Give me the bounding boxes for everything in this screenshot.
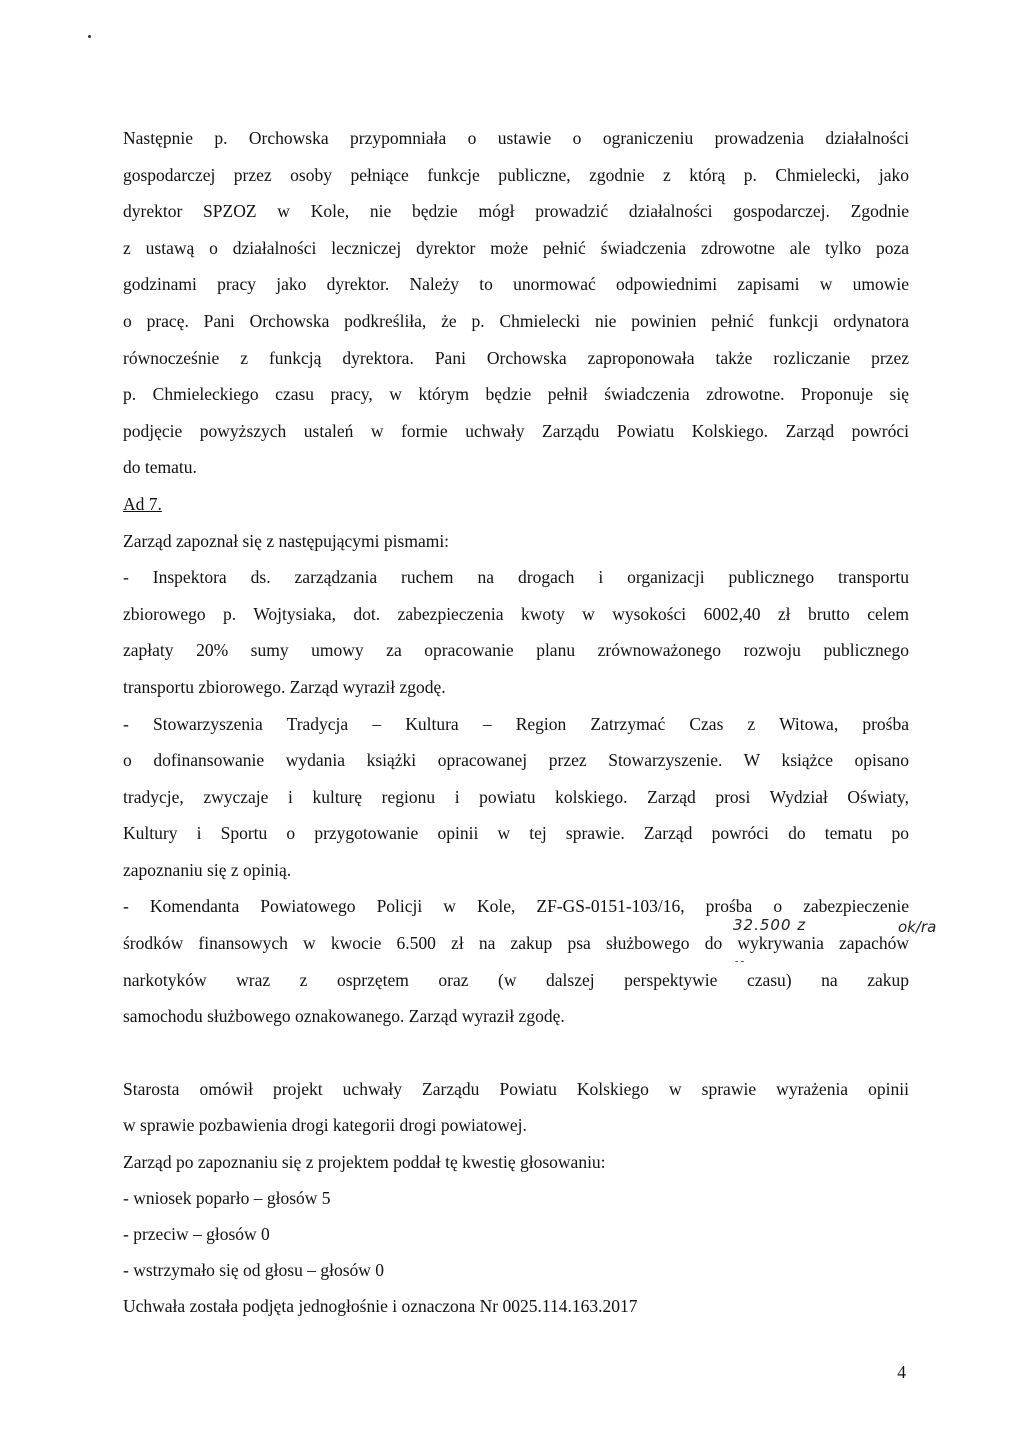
paragraph-starosta — [123, 1071, 909, 1144]
text-line: godzinami pracy jako dyrektor. Należy to unormować odpowiednimi zapisami w umowie — [123, 274, 909, 295]
handwritten-amount: 32.500 z — [733, 916, 807, 934]
text-line: dyrektor SPZOZ w Kole, nie będzie mógł prowadzić działalności gospodarczej. Zgodnie — [123, 201, 909, 222]
handwritten-initials: ok/ra — [898, 918, 937, 936]
text-line: podjęcie powyższych ustaleń w formie uchwały Zarządu Powiatu Kolskiego. Zarząd powróci — [123, 420, 909, 441]
page-number: 4 — [897, 1362, 906, 1382]
text-line: - Komendanta Powiatowego Policji w Kole, ZF-GS-0151-103/16, prośba o zabezpieczenie — [123, 896, 909, 917]
resolution-line: Uchwała została podjęta jednogłośnie i oznaczona Nr 0025.114.163.2017 — [123, 1296, 638, 1317]
spacer — [123, 1035, 909, 1071]
intro-line: Zarząd zapoznał się z następującymi pismami: — [123, 530, 450, 551]
text-line: - Stowarzyszenia Tradycja – Kultura – Region Zatrzymać Czas z Witowa, prośba — [123, 713, 909, 734]
text-line: o dofinansowanie wydania książki opracowanej przez Stowarzyszenie. W książce opisano — [123, 750, 909, 771]
vote-line: - wstrzymało się od głosu – głosów 0 — [123, 1260, 385, 1281]
text-line: tradycje, zwyczaje i kulturę regionu i powiatu kolskiego. Zarząd prosi Wydział Oświaty, — [123, 786, 909, 807]
text-line: zbiorowego p. Wojtysiaka, dot. zabezpieczenia kwoty w wysokości 6002,40 zł brutto celem — [123, 603, 909, 624]
text-line: p. Chmieleckiego czasu pracy, w którym będzie pełnił świadczenia zdrowotne. Proponuje się — [123, 384, 909, 405]
text-line: zapłaty 20% sumy umowy za opracowanie planu zrównoważonego rozwoju publicznego — [123, 640, 909, 661]
text-line: z ustawą o działalności leczniczej dyrektor może pełnić świadczenia zdrowotne ale tylko poza — [123, 237, 909, 258]
vote-line: - przeciw – głosów 0 — [123, 1224, 270, 1245]
text-line: równocześnie z funkcją dyrektora. Pani Orchowska zaproponowała także rozliczanie przez — [123, 347, 909, 368]
text-line: - Inspektora ds. zarządzania ruchem na drogach i organizacji publicznego transportu — [123, 567, 909, 588]
scan-speck — [88, 35, 91, 38]
letter-item-policja — [123, 888, 909, 1034]
blank-mark: - - — [735, 956, 745, 967]
text-line: Starosta omówił projekt uchwały Zarządu Powiatu Kolskiego w sprawie wyrażenia opinii — [123, 1078, 909, 1099]
letter-item-inspektor — [123, 559, 909, 705]
text-line: gospodarczej przez osoby pełniące funkcje publiczne, zgodnie z którą p. Chmielecki, jako — [123, 164, 909, 185]
text-line: transportu zbiorowego. Zarząd wyraził zgodę. — [123, 676, 446, 697]
text-line: środków finansowych w kwocie 6.500 zł na zakup psa służbowego do wykrywania zapachów — [123, 933, 909, 954]
paragraph-orchowska — [123, 120, 909, 486]
text-line: Następnie p. Orchowska przypomniała o ustawie o ograniczeniu prowadzenia działalności — [123, 128, 909, 148]
vote-intro: Zarząd po zapoznaniu się z projektem poddał tę kwestię głosowaniu: — [123, 1152, 606, 1173]
text-line: Kultury i Sportu o przygotowanie opinii w tej sprawie. Zarząd powróci do tematu po — [123, 823, 909, 844]
text-line: zapoznaniu się z opinią. — [123, 859, 292, 880]
section-heading: Ad 7. — [123, 493, 162, 514]
text-line: narkotyków wraz z osprzętem oraz (w dalszej perspektywie czasu) na zakup — [123, 969, 909, 990]
vote-line: - wniosek poparło – głosów 5 — [123, 1188, 331, 1209]
document-body — [123, 120, 909, 1324]
text-line: o pracę. Pani Orchowska podkreśliła, że p. Chmielecki nie powinien pełnić funkcji ordynatora — [123, 310, 909, 331]
text-line: w sprawie pozbawienia drogi kategorii drogi powiatowej. — [123, 1115, 527, 1136]
letter-item-stowarzyszenie — [123, 706, 909, 889]
text-line: samochodu służbowego oznakowanego. Zarząd wyraził zgodę. — [123, 1006, 565, 1027]
text-line: do tematu. — [123, 457, 197, 478]
